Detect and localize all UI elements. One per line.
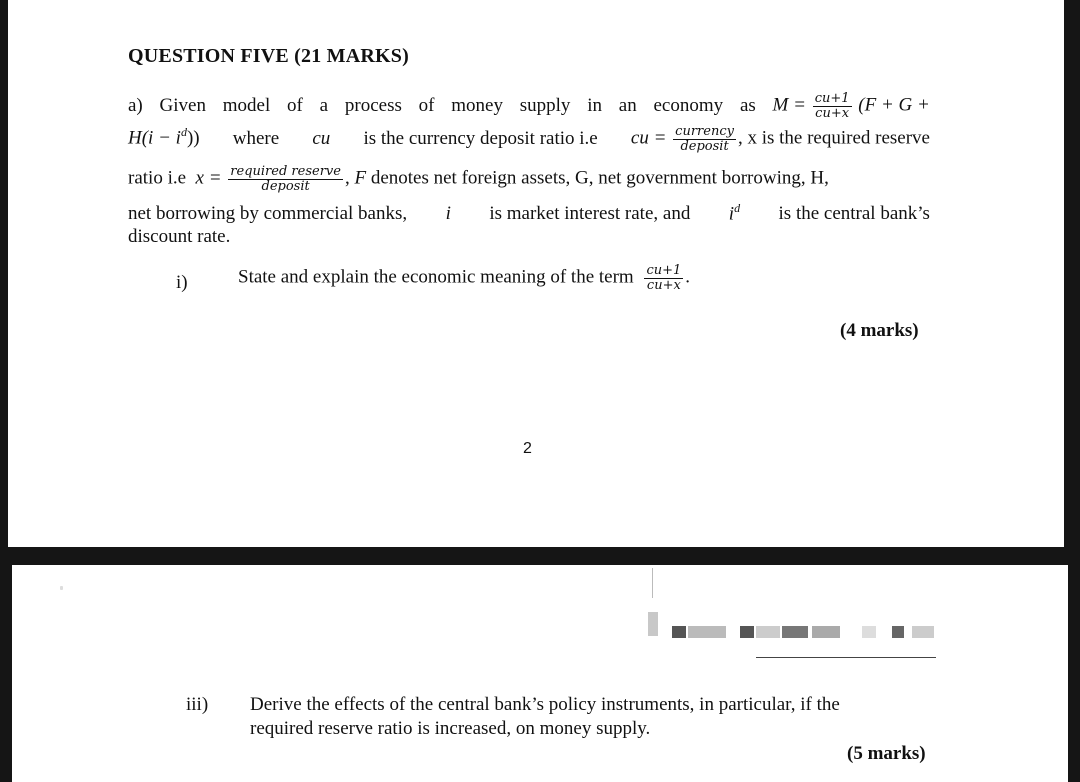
item-iii-line-1: Derive the effects of the central bank’s policy instruments, in particular, if the: [250, 694, 840, 715]
page-number: 2: [523, 440, 532, 457]
model-fraction: $\frac{cu+1}{cu+x}$: [814, 91, 850, 121]
x-fraction: $\frac{\text{required reserve}}{\text{deposit}}$: [230, 164, 341, 194]
scan-artifact: [672, 626, 686, 638]
item-iii-number: iii): [186, 694, 209, 715]
scan-artifact: [782, 626, 808, 638]
scan-rule: [756, 657, 936, 658]
scan-artifact: [648, 612, 658, 636]
item-i-fraction: $\frac{cu+1}{cu+x}$: [646, 263, 682, 293]
scan-artifact: [688, 626, 726, 638]
scan-artifact: [740, 626, 754, 638]
part-a-line-5: discount rate.: [128, 226, 231, 247]
part-a-line-2: $H(i - i^d)$) where cu is the currency deposit ratio i.e cu = $\frac{\text{currency}}{\text{deposit}}$ , x is the required reserve: [128, 124, 930, 154]
item-iii-marks: (5 marks): [847, 743, 926, 764]
part-a-line-1: a) Given model of a process of money supply in an economy as M = $\frac{cu+1}{cu+x}$ (F + G +: [128, 91, 930, 121]
speck: [60, 586, 63, 590]
part-a-line-3: ratio i.e x = $\frac{\text{required reserve}}{\text{deposit}}$ , F denotes net foreign assets, G, net government borrowing, H,: [128, 164, 829, 194]
part-a-line-4: net borrowing by commercial banks, i is market interest rate, and $i^d$ is the central bank’s: [128, 201, 930, 225]
item-i-text: State and explain the economic meaning of the term $\frac{cu+1}{cu+x}$ .: [238, 263, 691, 293]
scan-artifact: [892, 626, 904, 638]
scan-artifact: [652, 568, 653, 598]
scan-artifact: [756, 626, 780, 638]
money-supply-formula: M = $\frac{cu+1}{cu+x}$ (F + G +: [772, 91, 930, 121]
question-heading: QUESTION FIVE (21 MARKS): [128, 45, 409, 67]
scan-artifact: [812, 626, 840, 638]
scan-artifact: [912, 626, 934, 638]
scan-artifact: [862, 626, 876, 638]
item-i-number: i): [176, 272, 188, 293]
item-i-marks: (4 marks): [840, 320, 919, 341]
item-iii-line-2: required reserve ratio is increased, on money supply.: [250, 718, 651, 739]
cu-fraction: $\frac{\text{currency}}{\text{deposit}}$: [675, 124, 734, 154]
